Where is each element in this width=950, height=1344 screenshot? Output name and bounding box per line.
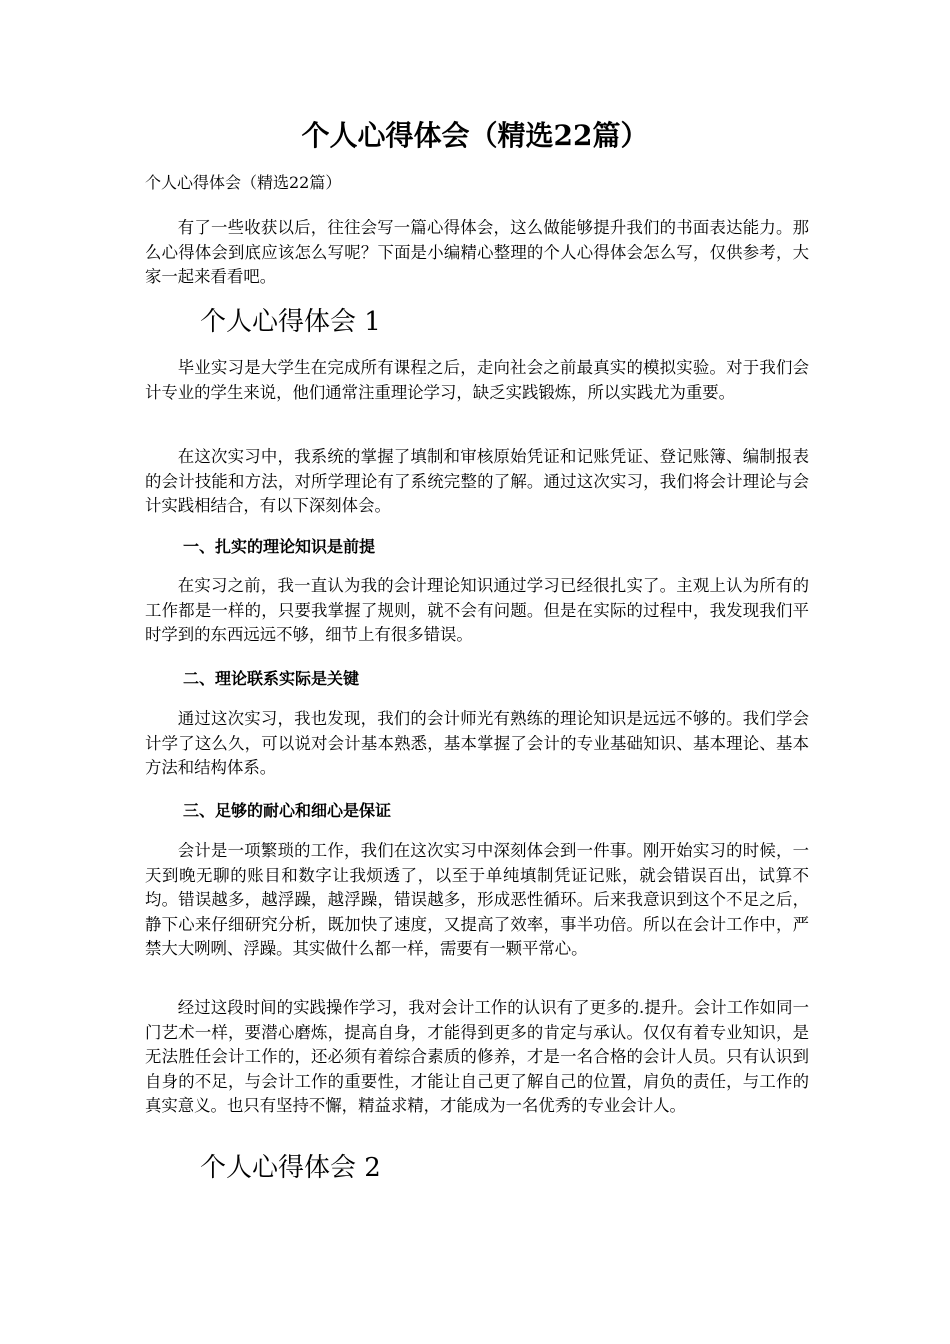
intro-paragraph: 有了一些收获以后，往往会写一篇心得体会，这么做能够提升我们的书面表达能力。那么心得体会到底应该怎么写呢？下面是小编精心整理的个人心得体会怎么写，仅供参考，大家一起来看看吧。 (145, 218, 809, 286)
sub-heading-3: 三、足够的耐心和细心是保证 (183, 801, 392, 820)
section-1-paragraph-6: 经过这段时间的实践操作学习，我对会计工作的认识有了更多的.提升。会计工作如同一门艺术一样，要潜心磨炼，提高自身，才能得到更多的肯定与承认。仅仅有着专业知识，是无法胜任会计工作的，还必须有着综合素质的修养，才是一名合格的会计人员。只有认识到自身的不足，与会计工作的重要性，才能让自己更了解自己的位置，肩负的责任，与工作的真实意义。也只有坚持不懈，精益求精，才能成为一名优秀的专业会计人。 (145, 998, 809, 1115)
section-1-paragraph-4: 通过这次实习，我也发现，我们的会计师光有熟练的理论知识是远远不够的。我们学会计学了这么久，可以说对会计基本熟悉，基本掌握了会计的专业基础知识、基本理论、基本方法和结构体系。 (145, 709, 809, 777)
section-1-paragraph-5: 会计是一项繁琐的工作，我们在这次实习中深刻体会到一件事。刚开始实习的时候，一天到晚无聊的账目和数字让我烦透了，以至于单纯填制凭证记账，就会错误百出，试算不均。错误越多，越浮躁，越浮躁，错误越多，形成恶性循环。后来我意识到这个不足之后，静下心来仔细研究分析，既加快了速度，又提高了效率，事半功倍。所以在会计工作中，严禁大大咧咧、浮躁。其实做什么都一样，需要有一颗平常心。 (145, 841, 809, 958)
section-1-heading: 个人心得体会 1 (200, 307, 381, 337)
section-1-paragraph-2: 在这次实习中，我系统的掌握了填制和审核原始凭证和记账凭证、登记账簿、编制报表的会计技能和方法，对所学理论有了系统完整的了解。通过这次实习，我们将会计理论与会计实践相结合，有以下深刻体会。 (145, 447, 809, 515)
document-subtitle: 个人心得体会（精选22篇） (145, 173, 342, 192)
sub-heading-1: 一、扎实的理论知识是前提 (183, 537, 376, 556)
section-1-paragraph-1: 毕业实习是大学生在完成所有课程之后，走向社会之前最真实的模拟实验。对于我们会计专业的学生来说，他们通常注重理论学习，缺乏实践锻炼，所以实践尤为重要。 (145, 358, 809, 402)
sub-heading-2: 二、理论联系实际是关键 (183, 669, 360, 688)
section-2-heading: 个人心得体会 2 (200, 1153, 381, 1183)
document-title: 个人心得体会（精选22篇） (301, 119, 649, 152)
section-1-paragraph-3: 在实习之前，我一直认为我的会计理论知识通过学习已经很扎实了。主观上认为所有的工作都是一样的，只要我掌握了规则，就不会有问题。但是在实际的过程中，我发现我们平时学到的东西远远不够，细节上有很多错误。 (145, 576, 809, 644)
